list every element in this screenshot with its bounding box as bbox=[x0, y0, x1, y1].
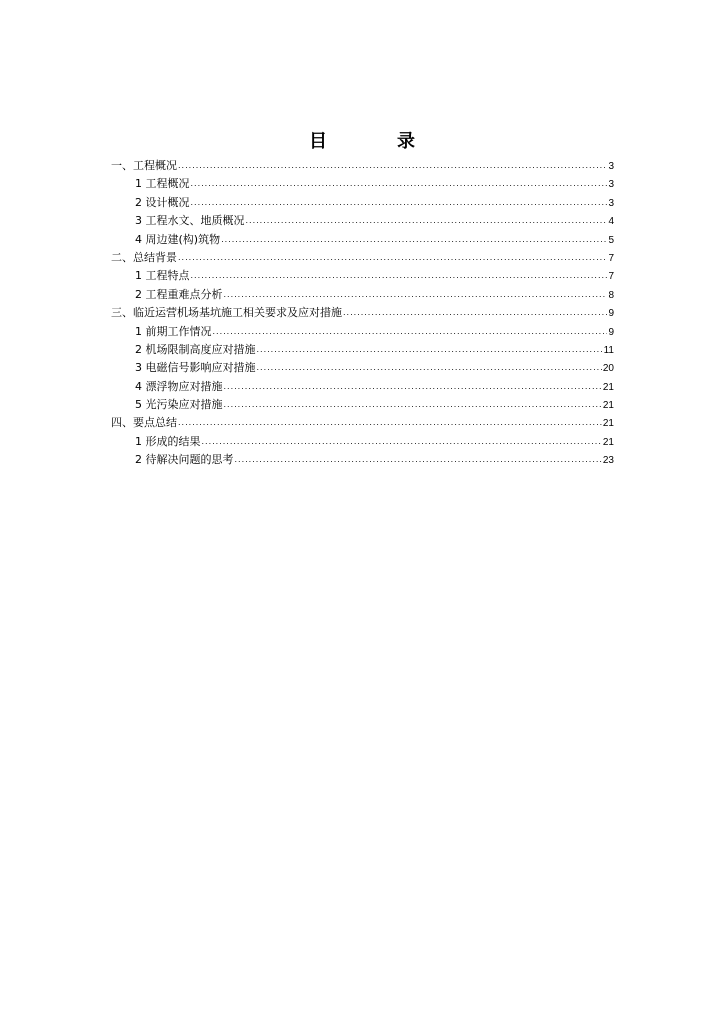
toc-entry-text: 4 周边建(构)筑物 bbox=[135, 232, 221, 246]
toc-entry[interactable] bbox=[111, 304, 614, 322]
toc-leader-dots bbox=[191, 175, 608, 193]
toc-entry-text: 5 光污染应对措施 bbox=[135, 398, 223, 412]
toc-entry[interactable] bbox=[111, 175, 614, 193]
toc-entry[interactable] bbox=[111, 249, 614, 267]
toc-entry[interactable] bbox=[111, 414, 614, 432]
toc-entry[interactable] bbox=[111, 451, 614, 469]
toc-leader-dots bbox=[178, 157, 607, 175]
toc-entry-page: 23 bbox=[602, 455, 614, 467]
toc-entry[interactable] bbox=[111, 212, 614, 230]
toc-entry[interactable] bbox=[111, 396, 614, 414]
table-of-contents bbox=[111, 157, 614, 470]
toc-entry-page: 21 bbox=[602, 418, 614, 430]
toc-entry-text: 2 待解决问题的思考 bbox=[135, 453, 234, 467]
toc-entry-page: 4 bbox=[608, 216, 614, 228]
toc-entry-text: 2 机场限制高度应对措施 bbox=[135, 342, 256, 356]
toc-title: 目 录 bbox=[309, 131, 441, 152]
toc-leader-dots bbox=[191, 267, 608, 285]
toc-entry-page: 20 bbox=[602, 363, 614, 375]
toc-entry-text: 3 电磁信号影响应对措施 bbox=[135, 361, 256, 375]
toc-entry-page: 21 bbox=[602, 436, 614, 448]
toc-leader-dots bbox=[191, 194, 608, 212]
toc-entry-text: 1 工程概况 bbox=[135, 177, 190, 191]
toc-entry-text: 一、工程概况 bbox=[111, 159, 177, 172]
toc-entry-page: 3 bbox=[608, 161, 614, 172]
toc-entry[interactable] bbox=[111, 378, 614, 396]
toc-entry-text: 3 工程水文、地质概况 bbox=[135, 214, 245, 228]
toc-entry[interactable] bbox=[111, 231, 614, 249]
toc-entry-page: 11 bbox=[603, 344, 614, 356]
toc-entry-page: 3 bbox=[608, 179, 614, 191]
toc-leader-dots bbox=[246, 212, 608, 230]
toc-entry-page: 5 bbox=[608, 234, 614, 246]
toc-entry-text: 1 工程特点 bbox=[135, 269, 190, 283]
toc-entry-text: 三、临近运营机场基坑施工相关要求及应对措施 bbox=[111, 306, 342, 320]
toc-leader-dots bbox=[257, 341, 603, 359]
toc-leader-dots bbox=[178, 414, 602, 432]
toc-entry-page: 7 bbox=[608, 271, 614, 283]
toc-leader-dots bbox=[224, 396, 602, 414]
toc-entry-text: 2 工程重难点分析 bbox=[135, 287, 223, 301]
toc-entry-page: 8 bbox=[608, 289, 614, 301]
toc-leader-dots bbox=[221, 231, 607, 249]
toc-leader-dots bbox=[202, 433, 602, 451]
toc-entry[interactable] bbox=[111, 286, 614, 304]
toc-entry[interactable] bbox=[111, 323, 614, 341]
toc-leader-dots bbox=[235, 451, 602, 469]
toc-entry-text: 1 形成的结果 bbox=[135, 434, 201, 448]
toc-entry-page: 9 bbox=[608, 308, 614, 320]
toc-entry-text: 1 前期工作情况 bbox=[135, 324, 212, 338]
toc-entry-page: 21 bbox=[602, 400, 614, 412]
toc-entry-text: 四、要点总结 bbox=[111, 416, 177, 430]
toc-leader-dots bbox=[224, 378, 602, 396]
toc-entry-page: 3 bbox=[608, 197, 614, 209]
toc-entry-text: 二、总结背景 bbox=[111, 250, 177, 264]
toc-leader-dots bbox=[343, 304, 607, 322]
toc-entry[interactable] bbox=[111, 157, 614, 175]
toc-entry-page: 21 bbox=[602, 381, 614, 393]
toc-entry[interactable] bbox=[111, 194, 614, 212]
toc-entry[interactable] bbox=[111, 341, 614, 359]
toc-leader-dots bbox=[178, 249, 607, 267]
toc-leader-dots bbox=[224, 286, 608, 304]
toc-entry-text: 4 漂浮物应对措施 bbox=[135, 379, 223, 393]
toc-entry-page: 7 bbox=[608, 252, 614, 264]
toc-entry[interactable] bbox=[111, 359, 614, 377]
toc-leader-dots bbox=[213, 323, 608, 341]
toc-leader-dots bbox=[257, 359, 602, 377]
toc-entry[interactable] bbox=[111, 433, 614, 451]
toc-entry-page: 9 bbox=[608, 326, 614, 338]
toc-entry-text: 2 设计概况 bbox=[135, 195, 190, 209]
toc-entry[interactable] bbox=[111, 267, 614, 285]
